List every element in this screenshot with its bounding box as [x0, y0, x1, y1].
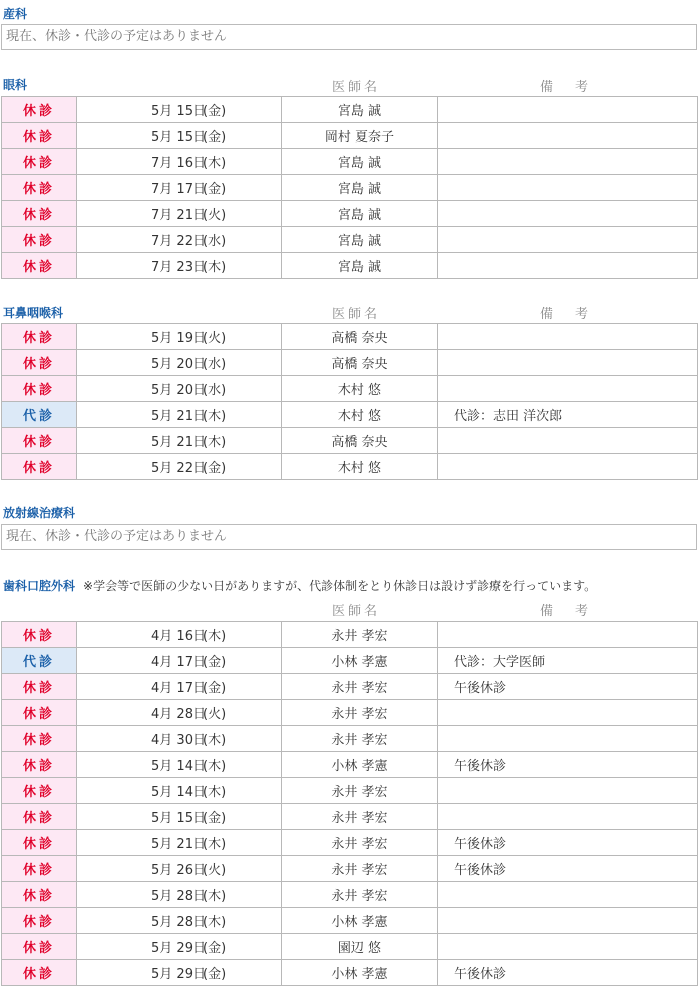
remarks-cell: 代診：大学医師	[438, 648, 698, 674]
no-schedule-box: 現在、休診・代診の予定はありません	[1, 24, 697, 50]
table-row	[2, 428, 698, 454]
weekday: (木)	[203, 915, 227, 930]
doctor-cell: 木村 悠	[282, 454, 438, 480]
date-month-day	[151, 126, 206, 145]
weekday: (木)	[203, 260, 227, 275]
weekday: (木)	[203, 156, 227, 171]
day: 21日	[176, 435, 206, 450]
status-badge: 休診	[2, 778, 77, 804]
month: 5月	[151, 941, 173, 956]
status-badge: 休診	[2, 324, 77, 350]
month: 7月	[151, 208, 173, 223]
date-month-day	[151, 781, 206, 800]
table-row	[2, 960, 698, 986]
remarks-column-header: 備考	[540, 604, 611, 619]
date-month-day	[151, 833, 206, 852]
status-badge: 休診	[2, 350, 77, 376]
status-badge: 休診	[2, 960, 77, 986]
weekday: (火)	[203, 707, 227, 722]
status-badge: 休診	[2, 175, 77, 201]
date-month-day	[151, 651, 206, 670]
month: 5月	[151, 409, 173, 424]
doctor-cell: 宮島 誠	[282, 97, 438, 123]
dept-note: ※学会等で医師の少ない日がありますが、代診体制をとり休診日は設けず診療を行っています。	[83, 579, 597, 593]
remarks-cell: 午後休診	[438, 830, 698, 856]
status-badge: 休診	[2, 428, 77, 454]
date-month-day	[151, 100, 206, 119]
remarks-cell	[438, 778, 698, 804]
weekday: (木)	[203, 733, 227, 748]
day: 19日	[176, 331, 206, 346]
status-badge: 休診	[2, 934, 77, 960]
remarks-cell	[438, 350, 698, 376]
remarks-cell	[438, 376, 698, 402]
month: 5月	[151, 915, 173, 930]
remarks-cell	[438, 454, 698, 480]
remarks-cell	[438, 175, 698, 201]
date-cell	[77, 253, 282, 279]
table-row	[2, 454, 698, 480]
date-month-day	[151, 178, 206, 197]
table-row	[2, 752, 698, 778]
doctor-cell: 永井 孝宏	[282, 674, 438, 700]
doctor-cell: 永井 孝宏	[282, 726, 438, 752]
date-month-day	[151, 937, 206, 956]
day: 23日	[176, 260, 206, 275]
day: 15日	[176, 104, 206, 119]
table-row	[2, 253, 698, 279]
date-month-day	[151, 703, 206, 722]
status-badge: 休診	[2, 830, 77, 856]
day: 21日	[176, 409, 206, 424]
date-cell	[77, 726, 282, 752]
month: 7月	[151, 156, 173, 171]
month: 5月	[151, 863, 173, 878]
month: 5月	[151, 435, 173, 450]
day: 21日	[176, 837, 206, 852]
day: 28日	[176, 707, 206, 722]
date-cell	[77, 454, 282, 480]
schedule-table	[1, 323, 698, 480]
table-row	[2, 324, 698, 350]
doctor-cell: 宮島 誠	[282, 201, 438, 227]
weekday: (金)	[203, 182, 227, 197]
date-month-day	[151, 807, 206, 826]
weekday: (木)	[203, 629, 227, 644]
weekday: (木)	[203, 889, 227, 904]
day: 28日	[176, 889, 206, 904]
remarks-cell	[438, 428, 698, 454]
date-cell	[77, 123, 282, 149]
month: 7月	[151, 234, 173, 249]
date-month-day	[151, 457, 206, 476]
date-month-day	[151, 256, 206, 275]
date-cell	[77, 622, 282, 648]
date-month-day	[151, 379, 206, 398]
month: 4月	[151, 733, 173, 748]
weekday: (金)	[203, 655, 227, 670]
table-row	[2, 648, 698, 674]
status-badge: 休診	[2, 227, 77, 253]
table-row	[2, 149, 698, 175]
table-row	[2, 700, 698, 726]
month: 5月	[151, 837, 173, 852]
status-badge: 休診	[2, 674, 77, 700]
remarks-cell: 代診：志田 洋次郎	[438, 402, 698, 428]
date-cell	[77, 908, 282, 934]
doctor-cell: 木村 悠	[282, 376, 438, 402]
weekday: (金)	[203, 130, 227, 145]
status-badge: 休診	[2, 856, 77, 882]
weekday: (木)	[203, 785, 227, 800]
weekday: (木)	[203, 837, 227, 852]
day: 28日	[176, 915, 206, 930]
doctor-cell: 宮島 誠	[282, 227, 438, 253]
weekday: (金)	[203, 461, 227, 476]
table-row	[2, 830, 698, 856]
table-row	[2, 908, 698, 934]
date-month-day	[151, 755, 206, 774]
remarks-cell	[438, 726, 698, 752]
remarks-cell: 午後休診	[438, 674, 698, 700]
table-row	[2, 201, 698, 227]
remarks-cell	[438, 622, 698, 648]
table-row	[2, 175, 698, 201]
doctor-cell: 木村 悠	[282, 402, 438, 428]
date-month-day	[151, 405, 206, 424]
date-cell	[77, 804, 282, 830]
month: 5月	[151, 889, 173, 904]
weekday: (金)	[203, 967, 227, 982]
day: 20日	[176, 383, 206, 398]
doctor-cell: 小林 孝憲	[282, 960, 438, 986]
weekday: (金)	[203, 104, 227, 119]
weekday: (金)	[203, 811, 227, 826]
table-row	[2, 376, 698, 402]
day: 20日	[176, 357, 206, 372]
status-badge: 休診	[2, 622, 77, 648]
date-cell	[77, 700, 282, 726]
date-month-day	[151, 963, 206, 982]
doctor-cell: 高橋 奈央	[282, 428, 438, 454]
status-badge: 休診	[2, 882, 77, 908]
date-cell	[77, 324, 282, 350]
date-cell	[77, 149, 282, 175]
month: 4月	[151, 707, 173, 722]
doctor-cell: 宮島 誠	[282, 253, 438, 279]
doctor-cell: 高橋 奈央	[282, 324, 438, 350]
dept-title: 産科	[3, 7, 28, 21]
date-month-day	[151, 230, 206, 249]
day: 21日	[176, 208, 206, 223]
status-badge: 休診	[2, 726, 77, 752]
remarks-cell	[438, 201, 698, 227]
weekday: (水)	[203, 383, 227, 398]
remarks-cell	[438, 908, 698, 934]
status-badge: 休診	[2, 253, 77, 279]
date-month-day	[151, 729, 206, 748]
table-row	[2, 350, 698, 376]
status-badge: 休診	[2, 123, 77, 149]
status-badge: 休診	[2, 700, 77, 726]
month: 5月	[151, 357, 173, 372]
weekday: (木)	[203, 759, 227, 774]
date-month-day	[151, 911, 206, 930]
date-cell	[77, 674, 282, 700]
dept-title: 耳鼻咽喉科	[3, 306, 64, 320]
date-month-day	[151, 327, 206, 346]
doctor-column-header: 医師名	[332, 604, 381, 619]
remarks-cell	[438, 227, 698, 253]
date-cell	[77, 428, 282, 454]
month: 4月	[151, 681, 173, 696]
date-cell	[77, 830, 282, 856]
month: 5月	[151, 785, 173, 800]
remarks-cell	[438, 149, 698, 175]
status-badge: 休診	[2, 752, 77, 778]
month: 4月	[151, 629, 173, 644]
date-cell	[77, 856, 282, 882]
remarks-cell	[438, 97, 698, 123]
remarks-cell: 午後休診	[438, 856, 698, 882]
weekday: (水)	[203, 234, 227, 249]
status-badge: 休診	[2, 454, 77, 480]
doctor-cell: 永井 孝宏	[282, 804, 438, 830]
table-row	[2, 622, 698, 648]
date-cell	[77, 960, 282, 986]
doctor-column-header: 医師名	[332, 80, 381, 95]
table-row	[2, 402, 698, 428]
doctor-cell: 永井 孝宏	[282, 622, 438, 648]
day: 29日	[176, 941, 206, 956]
day: 29日	[176, 967, 206, 982]
day: 16日	[176, 156, 206, 171]
date-cell	[77, 882, 282, 908]
doctor-cell: 岡村 夏奈子	[282, 123, 438, 149]
dept-title: 放射線治療科	[3, 506, 76, 520]
date-cell	[77, 648, 282, 674]
month: 7月	[151, 182, 173, 197]
month: 7月	[151, 260, 173, 275]
month: 5月	[151, 383, 173, 398]
table-row	[2, 227, 698, 253]
doctor-cell: 永井 孝宏	[282, 700, 438, 726]
date-month-day	[151, 677, 206, 696]
date-cell	[77, 350, 282, 376]
remarks-cell: 午後休診	[438, 960, 698, 986]
day: 22日	[176, 461, 206, 476]
status-badge: 休診	[2, 804, 77, 830]
month: 5月	[151, 331, 173, 346]
schedule-table	[1, 621, 698, 986]
month: 5月	[151, 104, 173, 119]
date-month-day	[151, 885, 206, 904]
status-badge: 休診	[2, 149, 77, 175]
remarks-cell	[438, 123, 698, 149]
day: 30日	[176, 733, 206, 748]
date-cell	[77, 97, 282, 123]
remarks-cell: 午後休診	[438, 752, 698, 778]
weekday: (金)	[203, 941, 227, 956]
date-cell	[77, 201, 282, 227]
weekday: (水)	[203, 357, 227, 372]
dept-title: 歯科口腔外科 ※学会等で医師の少ない日がありますが、代診体制をとり休診日は設けず診療を行っています。	[3, 579, 597, 593]
status-badge: 休診	[2, 201, 77, 227]
remarks-cell	[438, 253, 698, 279]
date-cell	[77, 752, 282, 778]
date-month-day	[151, 625, 206, 644]
schedule-table	[1, 96, 698, 279]
remarks-cell	[438, 700, 698, 726]
remarks-cell	[438, 882, 698, 908]
status-badge: 休診	[2, 908, 77, 934]
day: 17日	[176, 182, 206, 197]
status-badge: 休診	[2, 376, 77, 402]
table-row	[2, 97, 698, 123]
date-month-day	[151, 152, 206, 171]
date-cell	[77, 227, 282, 253]
month: 5月	[151, 759, 173, 774]
date-cell	[77, 402, 282, 428]
table-row	[2, 778, 698, 804]
day: 16日	[176, 629, 206, 644]
doctor-cell: 園辺 悠	[282, 934, 438, 960]
table-row	[2, 674, 698, 700]
weekday: (金)	[203, 681, 227, 696]
doctor-cell: 宮島 誠	[282, 149, 438, 175]
date-month-day	[151, 859, 206, 878]
doctor-cell: 永井 孝宏	[282, 882, 438, 908]
status-badge: 代診	[2, 402, 77, 428]
date-month-day	[151, 353, 206, 372]
weekday: (火)	[203, 331, 227, 346]
month: 5月	[151, 461, 173, 476]
doctor-cell: 永井 孝宏	[282, 830, 438, 856]
month: 4月	[151, 655, 173, 670]
table-row	[2, 123, 698, 149]
no-schedule-box: 現在、休診・代診の予定はありません	[1, 524, 697, 550]
table-row	[2, 882, 698, 908]
doctor-cell: 永井 孝宏	[282, 856, 438, 882]
doctor-cell: 小林 孝憲	[282, 648, 438, 674]
doctor-cell: 小林 孝憲	[282, 908, 438, 934]
doctor-cell: 宮島 誠	[282, 175, 438, 201]
date-cell	[77, 376, 282, 402]
dept-title: 眼科	[3, 78, 28, 92]
day: 26日	[176, 863, 206, 878]
month: 5月	[151, 811, 173, 826]
day: 17日	[176, 655, 206, 670]
doctor-column-header: 医師名	[332, 307, 381, 322]
date-cell	[77, 778, 282, 804]
date-month-day	[151, 204, 206, 223]
day: 14日	[176, 759, 206, 774]
remarks-column-header: 備考	[540, 80, 611, 95]
table-row	[2, 856, 698, 882]
remarks-column-header: 備考	[540, 307, 611, 322]
day: 17日	[176, 681, 206, 696]
month: 5月	[151, 130, 173, 145]
doctor-cell: 高橋 奈央	[282, 350, 438, 376]
doctor-cell: 永井 孝宏	[282, 778, 438, 804]
day: 14日	[176, 785, 206, 800]
status-badge: 代診	[2, 648, 77, 674]
date-month-day	[151, 431, 206, 450]
date-cell	[77, 175, 282, 201]
day: 15日	[176, 130, 206, 145]
day: 22日	[176, 234, 206, 249]
weekday: (木)	[203, 435, 227, 450]
remarks-cell	[438, 804, 698, 830]
doctor-cell: 小林 孝憲	[282, 752, 438, 778]
day: 15日	[176, 811, 206, 826]
weekday: (火)	[203, 208, 227, 223]
table-row	[2, 726, 698, 752]
status-badge: 休診	[2, 97, 77, 123]
remarks-cell	[438, 324, 698, 350]
month: 5月	[151, 967, 173, 982]
table-row	[2, 804, 698, 830]
weekday: (火)	[203, 863, 227, 878]
weekday: (木)	[203, 409, 227, 424]
